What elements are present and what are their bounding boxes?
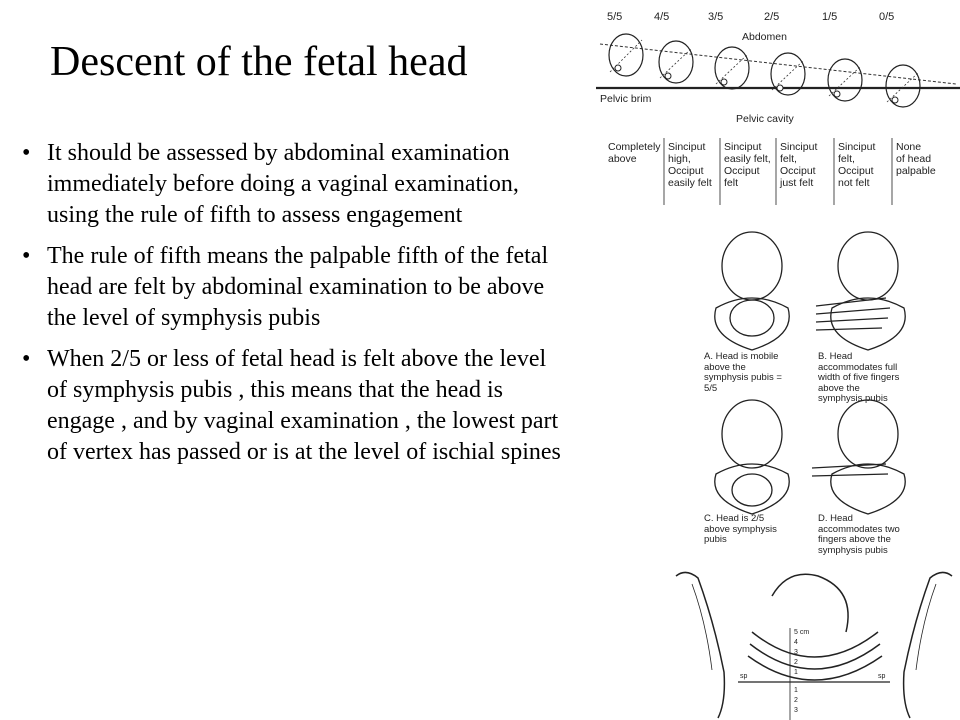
scale-number: 3 xyxy=(794,707,798,714)
bullet-text: It should be assessed by abdominal examination immediately before doing a vaginal examination, using the rule of fifth to assess engagement xyxy=(47,140,519,228)
fraction-label: 1/5 xyxy=(822,11,838,23)
abdomen-label: Abdomen xyxy=(742,31,787,43)
scale-number: 2 xyxy=(794,659,798,666)
stage-caption: Sinciput felt, Occiput not felt xyxy=(838,141,876,189)
pelvic-bone-right-icon xyxy=(904,572,952,718)
fetus-body-icon xyxy=(722,232,782,300)
scale-number: 2 xyxy=(794,697,798,704)
fetal-head-icon xyxy=(659,41,693,83)
fraction-label: 2/5 xyxy=(764,11,780,23)
panel-caption: A. Head is mobile above the symphysis pubis = 5/5 xyxy=(704,351,782,394)
fifths-diagram xyxy=(596,0,960,215)
fetal-head-icon xyxy=(828,59,862,101)
fetus-body-icon xyxy=(722,400,782,468)
station-diagram xyxy=(668,562,960,720)
bullet-dot-icon: • xyxy=(22,243,31,269)
scale-number: 4 xyxy=(794,639,798,646)
pelvic-bone-left-icon xyxy=(676,572,724,718)
station-arc xyxy=(748,656,882,680)
hand-fingers-icon xyxy=(816,298,890,330)
abdomen-line xyxy=(600,44,956,84)
fetal-head-icon xyxy=(730,300,774,336)
pelvic-brim-label: Pelvic brim xyxy=(600,93,652,105)
fraction-label: 4/5 xyxy=(654,11,670,23)
panel-caption: D. Head accommodates two fingers above the symphysis pubis xyxy=(818,513,900,556)
fetal-head-icon xyxy=(609,34,643,76)
palpation-diagram xyxy=(696,228,936,558)
station-diagram-svg xyxy=(668,562,960,720)
station-arc xyxy=(752,632,878,657)
pelvic-cavity-label: Pelvic cavity xyxy=(736,113,794,125)
scale-number: 3 xyxy=(794,649,798,656)
bullet-list xyxy=(22,138,562,478)
scale-label: 5 cm xyxy=(794,629,810,636)
stage-caption: Sinciput high, Occiput easily felt xyxy=(668,141,712,189)
fetal-head-icon xyxy=(715,47,749,89)
scale-number: 1 xyxy=(794,669,798,676)
fetal-head-icon xyxy=(886,65,920,107)
bullet-text: When 2/5 or less of fetal head is felt above the level of symphysis pubis , this means that the head is engage , and by vaginal examination , the lowest part of vertex has passed or is at the level of ischial spines xyxy=(47,346,561,465)
bullet-item xyxy=(22,138,562,231)
pelvis-outline-icon xyxy=(831,464,905,514)
stage-caption: Sinciput easily felt, Occiput felt xyxy=(724,141,771,189)
fetus-body-icon xyxy=(838,400,898,468)
panel-caption: B. Head accommodates full width of five fingers above the symphysis pubis xyxy=(818,351,900,404)
spine-label: sp xyxy=(878,673,886,680)
hand-fingers-icon xyxy=(812,464,888,476)
fraction-label: 5/5 xyxy=(607,11,623,23)
slide-title: Descent of the fetal head xyxy=(50,39,468,85)
panel-caption: C. Head is 2/5 above symphysis pubis xyxy=(704,513,777,545)
pelvis-outline-icon xyxy=(831,298,905,350)
fifths-diagram-svg xyxy=(596,0,960,215)
spine-label: sp xyxy=(740,673,748,680)
fraction-label: 0/5 xyxy=(879,11,895,23)
bullet-item xyxy=(22,241,562,334)
scale-number: 1 xyxy=(794,687,798,694)
fraction-label: 3/5 xyxy=(708,11,724,23)
stage-caption: Sinciput felt, Occiput just felt xyxy=(780,141,818,189)
bullet-dot-icon: • xyxy=(22,140,31,166)
stage-caption: None of head palpable xyxy=(896,141,936,177)
bullet-item xyxy=(22,344,562,468)
bullet-dot-icon: • xyxy=(22,346,31,372)
fetal-head-icon xyxy=(732,474,772,506)
fetus-body-icon xyxy=(838,232,898,300)
fetal-head-icon xyxy=(772,574,848,632)
pelvis-outline-icon xyxy=(715,298,789,350)
bullet-text: The rule of fifth means the palpable fifth of the fetal head are felt by abdominal examination to be above the level of symphysis pubis xyxy=(47,243,549,331)
stage-caption: Completely above xyxy=(608,141,661,165)
